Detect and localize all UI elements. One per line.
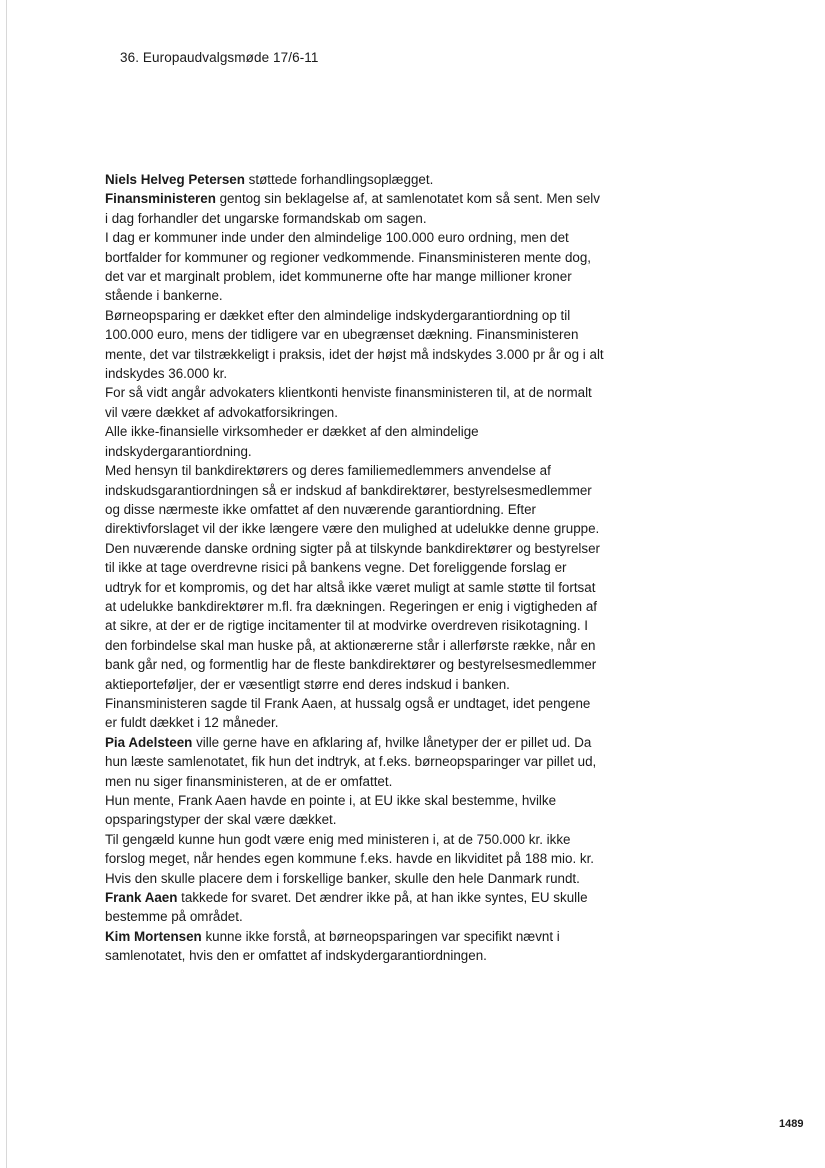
speaker-name: Niels Helveg Petersen <box>105 172 245 187</box>
paragraph-text: Finansministeren sagde til Frank Aaen, at hussalg også er undtaget, idet pengene er fuldt dækket i 12 måneder. <box>105 695 591 731</box>
paragraph <box>105 170 605 189</box>
paragraph <box>105 189 605 228</box>
paragraph-text: For så vidt angår advokaters klientkonti henviste finansministeren til, at de normalt vil være dækket af advokatforsikringen. <box>105 385 592 420</box>
paragraph-text: Til gengæld kunne hun godt være enig med ministeren i, at de 750.000 kr. ikke forslog meget, når hendes egen kommune f.eks. havde en likviditet på 188 mio. kr. Hvis den skulle placere dem i forskellige banker, skulle den hele Danmark rundt. <box>105 831 595 886</box>
scan-edge-line <box>6 0 7 1168</box>
paragraph-text: Børneopsparing er dækket efter den almindelige indskydergarantiordning op til 100.000 euro, mens der tidligere var en ubegrænset dækning. Finansministeren mente, det var tilstrækkeligt i praksis, idet der højst må indskydes 3.000 pr år og i alt indskydes 36.000 kr. <box>105 307 604 382</box>
paragraph-text: Alle ikke-finansielle virksomheder er dækket af den almindelige indskydergarantiordning. <box>105 424 479 459</box>
paragraph-text: ville gerne have en afklaring af, hvilke lånetyper der er pillet ud. Da hun læste samlenotatet, fik hun det indtryk, at f.eks. børneopsparinger var pillet ud, men nu siger finansministeren, at de er omfattet. <box>105 734 597 789</box>
paragraph-text: Med hensyn til bankdirektørers og deres familiemedlemmers anvendelse af indskudsgarantiordningen så er indskud af bankdirektører, bestyrelsesmedlemmer og disse nærmeste ikke omfattet af den nuværende garantiordning. Efter direktivforslaget vil der ikke længere være den mulighed at udelukke denne gruppe. Den nuværende danske ordning sigter på at tilskynde bankdirektører og bestyrelser til ikke at tage overdrevne risici på bankens vegne. Det foreliggende forslag er udtryk for et kompromis, og det har altså ikke været muligt at samle støtte til fortsat at udelukke bankdirektører m.fl. fra dækningen. Regeringen er enig i vigtigheden af at sikre, at der er de rigtige incitamenter til at modvirke overdreven risikotagning. I den forbindelse skal man huske på, at aktionærerne står i allerførste række, når en bank går ned, og formentlig har de fleste bankdirektører og bestyrelsesmedlemmer aktieporteføljer, der er væsentligt større end deres indskud i banken. <box>105 463 600 692</box>
paragraph <box>105 461 605 694</box>
document-body <box>105 170 605 966</box>
paragraph <box>105 888 605 927</box>
paragraph-text: takkede for svaret. Det ændrer ikke på, at han ikke syntes, EU skulle bestemme på området. <box>105 890 588 925</box>
speaker-name: Finansministeren <box>105 191 216 207</box>
paragraph <box>105 694 605 733</box>
paragraph <box>105 228 605 306</box>
speaker-name: Frank Aaen <box>105 890 178 906</box>
page-number: 1489 <box>779 1118 804 1130</box>
paragraph-text: Hun mente, Frank Aaen havde en pointe i, at EU ikke skal bestemme, hvilke opsparingstyper der skal være dækket. <box>105 793 557 828</box>
paragraph-text: støttede forhandlingsoplægget. <box>248 172 434 187</box>
paragraph-text: kunne ikke forstå, at børneopsparingen var specifikt nævnt i samlenotatet, hvis den er omfattet af indskydergarantiordningen. <box>105 928 560 964</box>
paragraph <box>105 791 605 830</box>
paragraph <box>105 422 605 461</box>
paragraph <box>105 927 605 966</box>
paragraph-text: I dag er kommuner inde under den almindelige 100.000 euro ordning, men det bortfalder for kommuner og regioner vedkommende. Finansministeren mente dog, det var et marginalt problem, idet kommunerne ofte har mange millioner kroner stående i bankerne. <box>105 230 592 304</box>
page-header: 36. Europaudvalgsmøde 17/6-11 <box>120 50 319 65</box>
paragraph <box>105 383 605 422</box>
paragraph <box>105 306 605 384</box>
paragraph <box>105 830 605 888</box>
paragraph-text: gentog sin beklagelse af, at samlenotatet kom så sent. Men selv i dag forhandler det ungarske formandskab om sagen. <box>105 191 600 226</box>
speaker-name: Kim Mortensen <box>105 928 202 944</box>
paragraph <box>105 733 605 791</box>
speaker-name: Pia Adelsteen <box>105 734 193 750</box>
